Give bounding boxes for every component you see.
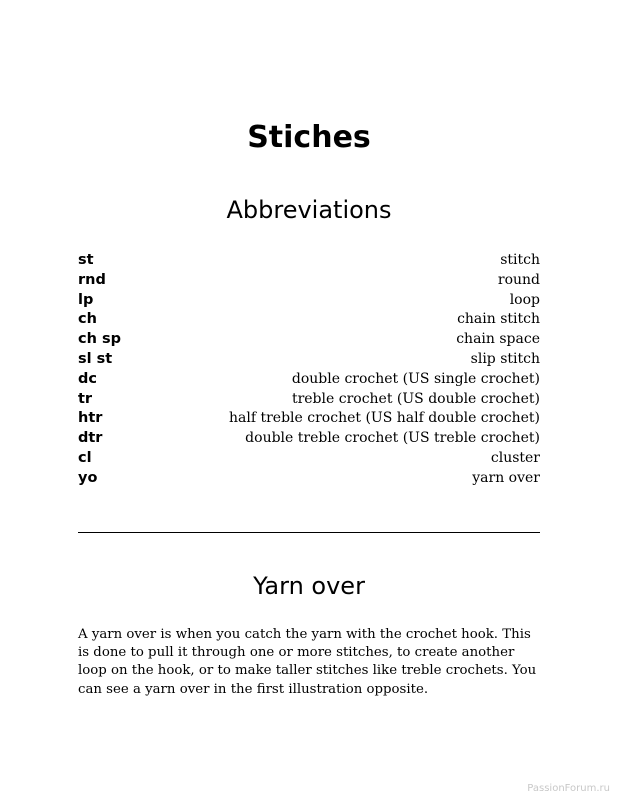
yarn-over-paragraph: A yarn over is when you catch the yarn with the crochet hook. This is done to pull it through one or more stitches, to create another loop on the hook, or to make taller stitches like treble crochets. You can see a yarn over in the first illustration opposite. [78, 627, 537, 697]
abbreviation-row [78, 371, 540, 391]
abbreviation-term: lp [78, 291, 94, 308]
abbreviation-row [78, 311, 540, 331]
abbreviation-definition: double treble crochet (US treble crochet) [245, 430, 540, 447]
abbreviation-term: yo [78, 469, 98, 486]
abbreviation-row [78, 391, 540, 411]
yarn-over-heading: Yarn over [253, 572, 365, 600]
abbreviation-term: ch sp [78, 331, 121, 348]
abbreviation-definition: half treble crochet (US half double crochet) [229, 410, 540, 427]
page-title: Stiches [247, 120, 371, 155]
abbreviation-row [78, 351, 540, 371]
abbreviation-definition: yarn over [472, 469, 540, 486]
abbreviation-row [78, 331, 540, 351]
abbreviation-row [78, 252, 540, 272]
abbreviation-definition: double crochet (US single crochet) [291, 370, 540, 387]
abbreviation-definition: loop [509, 291, 540, 308]
section-divider [78, 532, 540, 533]
watermark: PassionForum.ru [527, 783, 610, 794]
abbreviation-term: tr [78, 390, 93, 407]
abbreviation-definition: stitch [500, 252, 540, 268]
abbreviation-term: rnd [78, 271, 106, 288]
abbreviation-term: cl [78, 449, 92, 466]
abbreviation-definition: chain space [456, 331, 540, 348]
abbreviation-row [78, 470, 540, 490]
abbreviation-row [78, 430, 540, 450]
abbreviation-term: st [78, 252, 94, 268]
abbreviation-definition: chain stitch [457, 311, 540, 328]
abbreviation-row [78, 450, 540, 470]
abbreviation-term: ch [78, 311, 97, 328]
abbreviation-row [78, 410, 540, 430]
abbreviation-term: htr [78, 410, 103, 427]
abbreviation-row [78, 272, 540, 292]
abbreviation-definition: slip stitch [470, 350, 540, 367]
abbreviation-term: dc [78, 370, 97, 387]
abbreviation-term: sl st [78, 350, 113, 367]
abbreviations-list [78, 252, 540, 490]
abbreviation-definition: treble crochet (US double crochet) [291, 390, 540, 407]
abbreviation-definition: cluster [490, 449, 540, 466]
abbreviation-row [78, 292, 540, 312]
abbreviations-heading: Abbreviations [226, 196, 392, 224]
abbreviation-term: dtr [78, 430, 103, 447]
abbreviation-definition: round [497, 271, 540, 288]
